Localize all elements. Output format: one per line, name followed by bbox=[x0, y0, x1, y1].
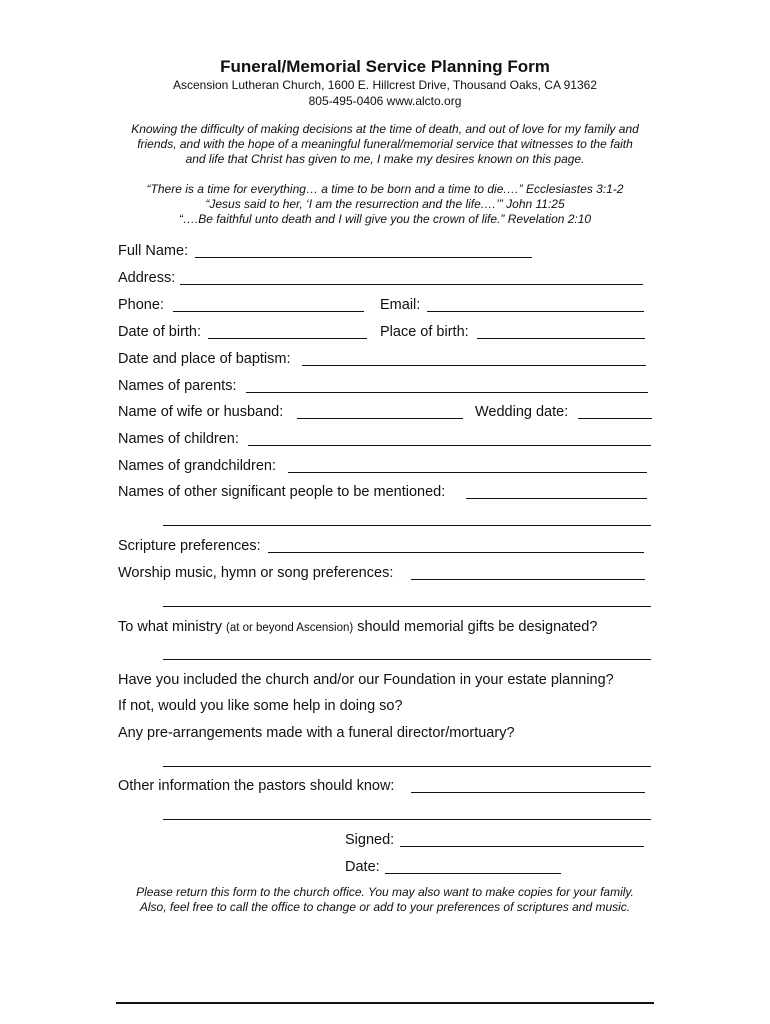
full-name-field[interactable] bbox=[195, 257, 532, 258]
significant-people-label: Names of other significant people to be mentioned: bbox=[118, 484, 446, 500]
pob-field[interactable] bbox=[477, 338, 645, 339]
bottom-divider bbox=[116, 1002, 654, 1004]
footer-note: Please return this form to the church office. You may also want to make copies for your family. bbox=[136, 885, 634, 899]
parents-label: Names of parents: bbox=[118, 378, 237, 394]
music-label: Worship music, hymn or song preferences: bbox=[118, 565, 394, 581]
address-field[interactable] bbox=[180, 284, 643, 285]
spouse-field[interactable] bbox=[297, 418, 463, 419]
grandchildren-label: Names of grandchildren: bbox=[118, 458, 276, 474]
help-question: If not, would you like some help in doing so? bbox=[118, 698, 403, 714]
date-field[interactable] bbox=[385, 873, 561, 874]
email-field[interactable] bbox=[427, 311, 644, 312]
wedding-date-field[interactable] bbox=[578, 418, 652, 419]
email-label: Email: bbox=[380, 297, 421, 313]
grandchildren-field[interactable] bbox=[288, 472, 647, 473]
prearrangements-question: Any pre-arrangements made with a funeral director/mortuary? bbox=[118, 725, 515, 741]
music-field-continued[interactable] bbox=[163, 606, 651, 607]
signature-field[interactable] bbox=[400, 846, 644, 847]
ministry-question bbox=[118, 618, 597, 637]
ministry-field[interactable] bbox=[163, 659, 651, 660]
phone-label: Phone: bbox=[118, 297, 164, 313]
quote-revelation: “….Be faithful unto death and I will give you the crown of life.” Revelation 2:10 bbox=[178, 212, 592, 226]
significant-people-field[interactable] bbox=[466, 498, 647, 499]
parents-field[interactable] bbox=[246, 392, 648, 393]
wedding-date-label: Wedding date: bbox=[475, 404, 569, 420]
intro-line: and life that Christ has given to me, I make my desires known on this page. bbox=[185, 152, 585, 166]
phone-field[interactable] bbox=[173, 311, 364, 312]
pob-label: Place of birth: bbox=[380, 324, 469, 340]
church-address: Ascension Lutheran Church, 1600 E. Hillcrest Drive, Thousand Oaks, CA 91362 bbox=[172, 78, 597, 92]
spouse-label: Name of wife or husband: bbox=[118, 404, 284, 420]
scripture-label: Scripture preferences: bbox=[118, 538, 261, 554]
dob-field[interactable] bbox=[208, 338, 367, 339]
music-field[interactable] bbox=[411, 579, 645, 580]
intro-line: friends, and with the hope of a meaningful funeral/memorial service that witnesses to the faith bbox=[137, 137, 633, 151]
other-info-field-continued[interactable] bbox=[163, 819, 651, 820]
church-contact: 805-495-0406 www.alcto.org bbox=[308, 94, 462, 108]
intro-line: Knowing the difficulty of making decisions at the time of death, and out of love for my family and bbox=[131, 122, 639, 136]
footer-note: Also, feel free to call the office to change or add to your preferences of scriptures and music. bbox=[139, 900, 631, 914]
children-label: Names of children: bbox=[118, 431, 239, 447]
scripture-field[interactable] bbox=[268, 552, 644, 553]
significant-people-field-continued[interactable] bbox=[163, 525, 651, 526]
ministry-question-end: should memorial gifts be designated? bbox=[357, 619, 598, 635]
quote-john: “Jesus said to her, ‘I am the resurrection and the life.…’” John 11:25 bbox=[205, 197, 565, 211]
page-title: Funeral/Memorial Service Planning Form bbox=[220, 57, 550, 76]
other-info-label: Other information the pastors should know: bbox=[118, 778, 395, 794]
ministry-question-start: To what ministry bbox=[118, 619, 222, 635]
ministry-question-note: (at or beyond Ascension) bbox=[225, 622, 354, 634]
other-info-field[interactable] bbox=[411, 792, 645, 793]
signed-label: Signed: bbox=[345, 832, 395, 848]
quote-ecclesiastes: “There is a time for everything… a time to be born and a time to die.…” Ecclesiastes 3:1-2 bbox=[146, 182, 624, 196]
dob-label: Date of birth: bbox=[118, 324, 202, 340]
date-label: Date: bbox=[345, 859, 380, 875]
baptism-label: Date and place of baptism: bbox=[118, 351, 291, 367]
full-name-label: Full Name: bbox=[118, 243, 189, 259]
prearrangements-field[interactable] bbox=[163, 766, 651, 767]
intro-paragraph bbox=[110, 122, 660, 167]
estate-question: Have you included the church and/or our Foundation in your estate planning? bbox=[118, 672, 614, 688]
baptism-field[interactable] bbox=[302, 365, 646, 366]
children-field[interactable] bbox=[248, 445, 651, 446]
address-label: Address: bbox=[118, 270, 176, 286]
